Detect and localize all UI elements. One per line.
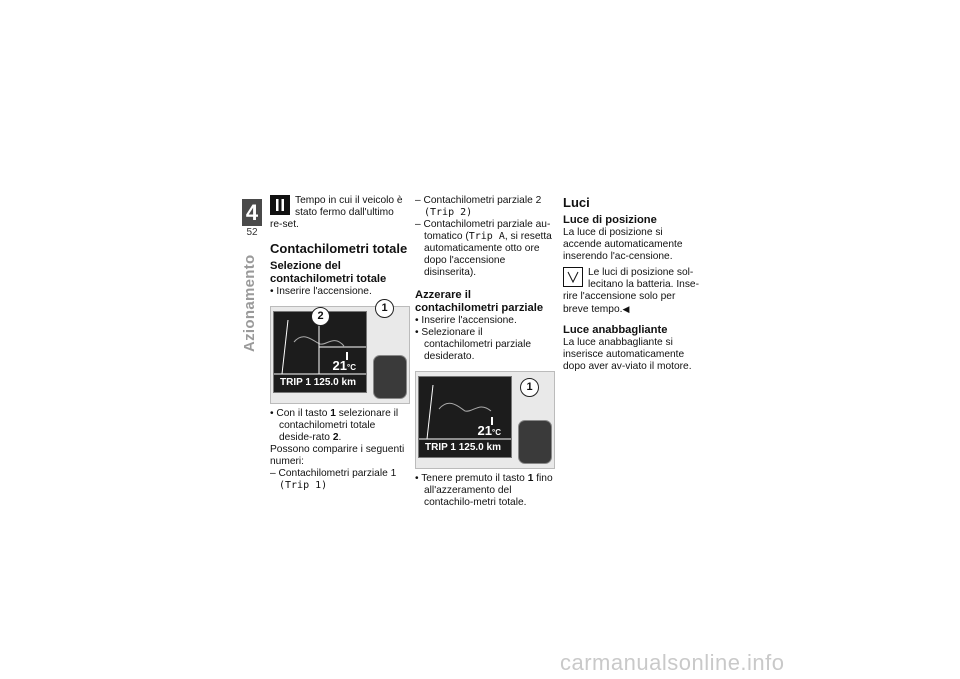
subsection-title-position-light: Luce di posizione bbox=[563, 214, 657, 226]
list-item: • Inserire l'accensione. bbox=[415, 315, 517, 326]
info-note-icon bbox=[563, 267, 583, 287]
figure-display-1 bbox=[270, 302, 408, 408]
trip-readout: TRIP 1 125.0 km bbox=[280, 377, 356, 388]
code-trip-2: (Trip 2) bbox=[424, 207, 473, 218]
note-text: Le luci di posizione sol-lecitano la batteria. Inse-rire l'accensione solo per breve tempo.◀ bbox=[563, 267, 699, 315]
list-item: – Contachilometri parziale 1 bbox=[270, 468, 397, 479]
temperature-value: 21°C bbox=[332, 358, 356, 373]
subsection-title-select: Selezione del contachilometri totale bbox=[270, 260, 387, 285]
button-knob bbox=[518, 420, 552, 464]
button-knob bbox=[373, 355, 407, 399]
trip-readout: TRIP 1 125.0 km bbox=[425, 442, 501, 453]
list-item: • Con il tasto 1 selezionare il contachilometri totale deside-rato 2. bbox=[270, 408, 399, 443]
note-text: Tempo in cui il veicolo è stato fermo dall'ultimo re-set. bbox=[270, 195, 403, 230]
list-item: – Contachilometri parziale 2 bbox=[415, 195, 542, 206]
list-item: • Inserire l'accensione. bbox=[270, 286, 372, 297]
temperature-value: 21°C bbox=[477, 423, 501, 438]
warning-note bbox=[270, 195, 408, 231]
code-trip-1: (Trip 1) bbox=[279, 480, 328, 491]
callout-2: 2 bbox=[311, 307, 330, 326]
section-title-lights: Luci bbox=[563, 195, 590, 210]
paragraph: La luce anabbagliante si inserisce automaticamente dopo aver av-viato il motore. bbox=[563, 337, 692, 372]
watermark: carmanualsonline.info bbox=[560, 650, 785, 675]
list-item: • Tenere premuto il tasto 1 fino all'azzeramento del contachilo-metri totale. bbox=[415, 473, 553, 508]
paragraph: La luce di posizione si accende automaticamente inserendo l'ac-censione. bbox=[563, 227, 683, 262]
paragraph: Possono comparire i seguenti numeri: bbox=[270, 444, 405, 467]
callout-1: 1 bbox=[375, 299, 394, 318]
end-marker-icon: ◀ bbox=[622, 304, 630, 314]
warning-icon bbox=[270, 195, 290, 215]
column-1 bbox=[270, 195, 408, 492]
column-3 bbox=[563, 195, 701, 373]
callout-1: 1 bbox=[520, 378, 539, 397]
subsection-title-reset: Azzerare il contachilometri parziale bbox=[415, 289, 544, 314]
list-item: • Selezionare il contachilometri parziale desiderato. bbox=[415, 327, 532, 362]
instrument-image bbox=[415, 371, 555, 469]
list-item: – Contachilometri parziale au-tomatico (Trip A, si resetta automaticamente otto ore dopo l'accensione disinserita). bbox=[415, 219, 552, 278]
figure-display-2 bbox=[415, 371, 553, 473]
instrument-image bbox=[270, 302, 410, 404]
column-2 bbox=[415, 195, 553, 509]
display-screen bbox=[418, 376, 512, 458]
info-note bbox=[563, 267, 701, 316]
subsection-title-low-beam: Luce anabbagliante bbox=[563, 324, 668, 336]
page-number: 52 bbox=[246, 227, 258, 238]
chapter-number: 4 bbox=[242, 199, 262, 226]
section-title-odometer: Contachilometri totale bbox=[270, 241, 408, 256]
chapter-title: Azionamento bbox=[241, 254, 258, 352]
